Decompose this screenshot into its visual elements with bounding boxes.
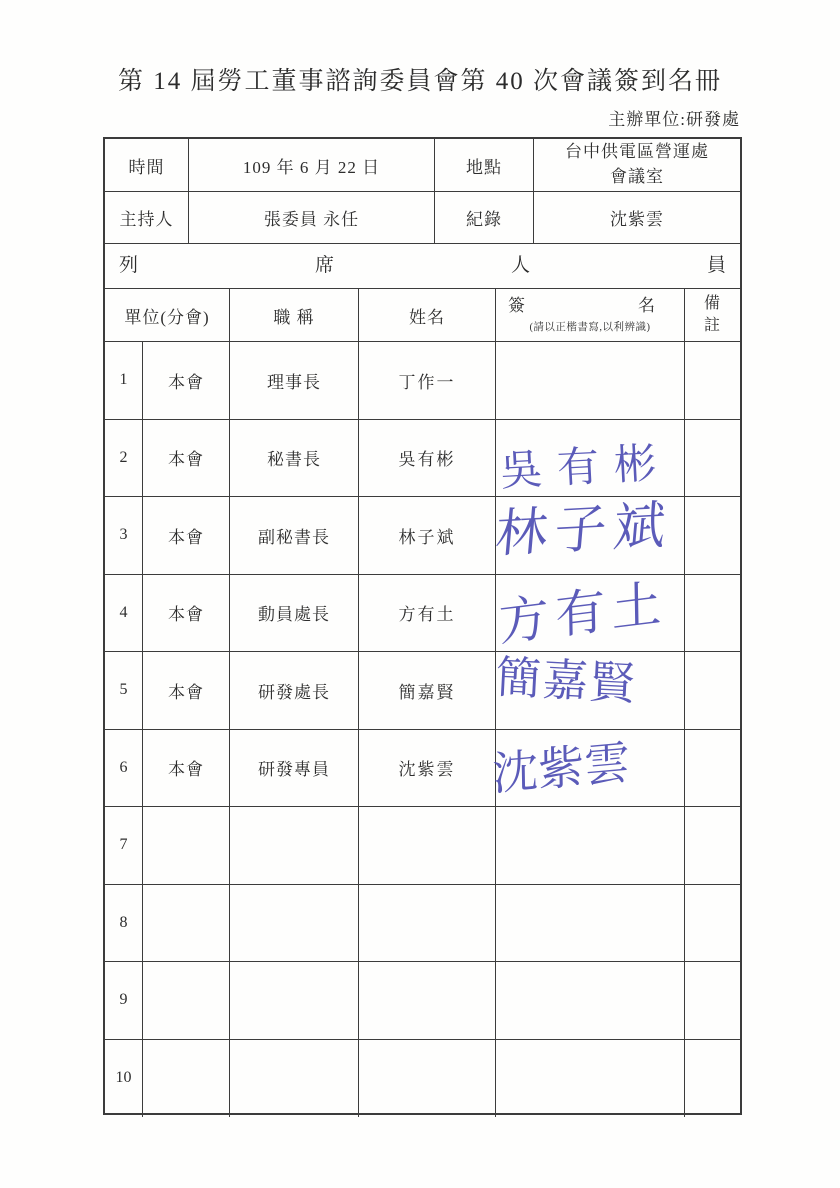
note-cell xyxy=(685,420,740,498)
unit-cell: 本會 xyxy=(143,420,230,498)
signature-cell xyxy=(496,652,685,730)
note-cell xyxy=(685,730,740,808)
unit-cell: 本會 xyxy=(143,730,230,808)
title-cell xyxy=(230,962,359,1040)
row-number: 8 xyxy=(105,885,143,963)
note-header-line1: 備 xyxy=(703,295,721,313)
col-header-signature xyxy=(496,289,685,342)
title-cell: 秘書長 xyxy=(230,420,359,498)
note-header-line2: 註 xyxy=(703,317,721,334)
signature-cell xyxy=(492,495,685,575)
title-cell xyxy=(230,807,359,885)
table-row xyxy=(105,807,740,885)
attendees-band: 列 席 人 員 xyxy=(105,244,740,289)
name-cell: 林子斌 xyxy=(359,497,496,575)
name-cell xyxy=(359,885,496,963)
handwritten-signature: 簡嘉賢 xyxy=(494,650,639,711)
place-label: 地點 xyxy=(435,139,534,192)
table-row xyxy=(105,572,740,653)
row-number: 2 xyxy=(105,420,143,498)
name-cell: 沈紫雲 xyxy=(359,730,496,808)
col-header-note xyxy=(685,289,740,342)
page-title: 第 14 屆勞工董事諮詢委員會第 40 次會議簽到名冊 xyxy=(117,68,722,95)
table-row xyxy=(105,730,740,808)
row-number: 3 xyxy=(105,497,143,575)
name-cell: 吳有彬 xyxy=(359,420,496,498)
place-value xyxy=(534,139,740,192)
name-cell xyxy=(359,1040,496,1118)
signature-header-hint: (請以正楷書寫,以利辨識) xyxy=(529,322,651,334)
signature-cell xyxy=(496,962,685,1040)
col-header-unit: 單位(分會) xyxy=(105,289,230,342)
handwritten-signature: 吳有彬 xyxy=(498,437,673,495)
row-number: 5 xyxy=(105,652,143,730)
column-header-row xyxy=(105,289,740,342)
table-row xyxy=(105,420,740,498)
unit-cell xyxy=(143,962,230,1040)
unit-cell: 本會 xyxy=(143,575,230,653)
recorder-value: 沈紫雲 xyxy=(534,192,740,244)
table-row xyxy=(105,652,740,730)
title-cell: 研發專員 xyxy=(230,730,359,808)
unit-cell xyxy=(143,1040,230,1118)
note-cell xyxy=(685,652,740,730)
title-cell: 理事長 xyxy=(230,342,359,420)
meeting-info-section xyxy=(105,139,740,244)
handwritten-signature: 林子斌 xyxy=(492,495,676,565)
title-cell xyxy=(230,885,359,963)
note-cell xyxy=(685,962,740,1040)
signin-table xyxy=(103,137,742,1115)
signature-cell xyxy=(491,730,685,808)
row-number: 7 xyxy=(105,807,143,885)
handwritten-signature: 沈紫雲 xyxy=(491,734,631,801)
unit-cell xyxy=(143,885,230,963)
table-row xyxy=(105,885,740,963)
title-cell xyxy=(230,1040,359,1118)
note-cell xyxy=(685,1040,740,1118)
row-number: 1 xyxy=(105,342,143,420)
signature-cell xyxy=(496,572,685,653)
note-cell xyxy=(685,497,740,575)
row-number: 10 xyxy=(105,1040,143,1118)
signature-cell xyxy=(496,420,685,498)
unit-cell: 本會 xyxy=(143,652,230,730)
roster-rows xyxy=(105,342,740,1117)
unit-cell xyxy=(143,807,230,885)
host-value: 張委員 永任 xyxy=(189,192,435,244)
signature-header-text: 簽 名 xyxy=(508,295,656,315)
row-number: 4 xyxy=(105,575,143,653)
recorder-label: 紀錄 xyxy=(435,192,534,244)
time-label: 時間 xyxy=(105,139,189,192)
col-header-title: 職 稱 xyxy=(230,289,359,342)
signature-cell xyxy=(496,807,685,885)
signature-cell xyxy=(496,342,685,420)
table-row xyxy=(105,1040,740,1118)
note-cell xyxy=(685,575,740,653)
name-cell xyxy=(359,962,496,1040)
col-header-name: 姓名 xyxy=(359,289,496,342)
name-cell: 方有土 xyxy=(359,575,496,653)
title-cell: 動員處長 xyxy=(230,575,359,653)
unit-cell: 本會 xyxy=(143,497,230,575)
table-row xyxy=(105,342,740,420)
title-cell: 副秘書長 xyxy=(230,497,359,575)
row-number: 9 xyxy=(105,962,143,1040)
note-cell xyxy=(685,807,740,885)
name-cell xyxy=(359,807,496,885)
signature-cell xyxy=(496,885,685,963)
unit-cell: 本會 xyxy=(143,342,230,420)
table-row xyxy=(105,962,740,1040)
table-row xyxy=(105,497,740,575)
row-number: 6 xyxy=(105,730,143,808)
organizer-note: 主辦單位:研發處 xyxy=(608,110,740,129)
signature-cell xyxy=(496,1040,685,1118)
handwritten-signature: 方有土 xyxy=(498,572,669,653)
time-value: 109 年 6 月 22 日 xyxy=(189,139,435,192)
place-value-line2: 會議室 xyxy=(610,167,664,186)
host-label: 主持人 xyxy=(105,192,189,244)
title-cell: 研發處長 xyxy=(230,652,359,730)
note-cell xyxy=(685,342,740,420)
name-cell: 丁作一 xyxy=(359,342,496,420)
name-cell: 簡嘉賢 xyxy=(359,652,496,730)
place-value-line1: 台中供電區營運處 xyxy=(565,142,709,162)
note-cell xyxy=(685,885,740,963)
